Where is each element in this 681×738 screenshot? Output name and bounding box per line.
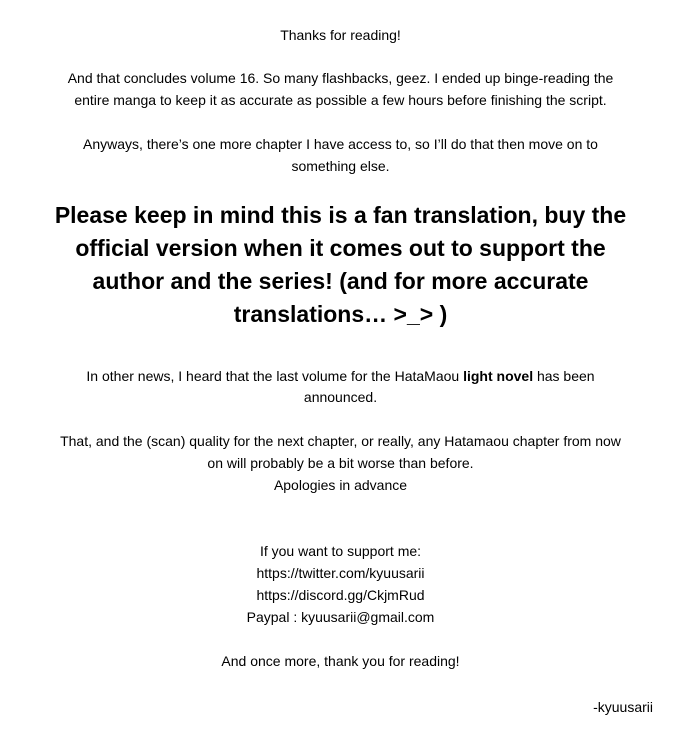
next-chapter-note-line-1: Anyways, there’s one more chapter I have access to, so I’ll do that then move on to bbox=[83, 136, 598, 152]
news-bold-term: light novel bbox=[463, 368, 534, 384]
quality-note-line-1: That, and the (scan) quality for the next chapter, or really, any Hatamaou chapter from now bbox=[60, 433, 621, 449]
support-intro: If you want to support me: bbox=[259, 543, 422, 559]
apology-line: Apologies in advance bbox=[273, 477, 408, 493]
thanks-heading: Thanks for reading! bbox=[280, 27, 401, 43]
disclaimer-line-1: Please keep in mind this is a fan translation, buy the bbox=[54, 202, 627, 228]
disclaimer-line-2: official version when it comes out to support the bbox=[75, 235, 606, 261]
volume-note-line-1: And that concludes volume 16. So many flashbacks, geez. I ended up binge-reading the bbox=[67, 70, 614, 86]
news-line-1 bbox=[0, 365, 681, 387]
news-line-2: announced. bbox=[303, 389, 378, 405]
quality-note-line-2: on will probably be a bit worse than before. bbox=[207, 455, 474, 471]
disclaimer-line-4: translations… >_> ) bbox=[233, 301, 448, 327]
volume-note-line-2: entire manga to keep it as accurate as possible a few hours before finishing the script. bbox=[74, 92, 607, 108]
discord-link[interactable]: https://discord.gg/CkjmRud bbox=[256, 587, 425, 603]
twitter-link[interactable]: https://twitter.com/kyuusarii bbox=[256, 565, 425, 581]
news-prefix: In other news, I heard that the last volume for the HataMaou bbox=[86, 368, 464, 384]
next-chapter-note-line-2: something else. bbox=[291, 158, 390, 174]
disclaimer-line-3: author and the series! (and for more accurate bbox=[92, 268, 589, 294]
closing-line: And once more, thank you for reading! bbox=[221, 653, 460, 669]
paypal-contact: Paypal : kyuusarii@gmail.com bbox=[246, 609, 435, 625]
news-suffix: has been bbox=[533, 368, 595, 384]
signature: -kyuusarii bbox=[593, 699, 653, 715]
